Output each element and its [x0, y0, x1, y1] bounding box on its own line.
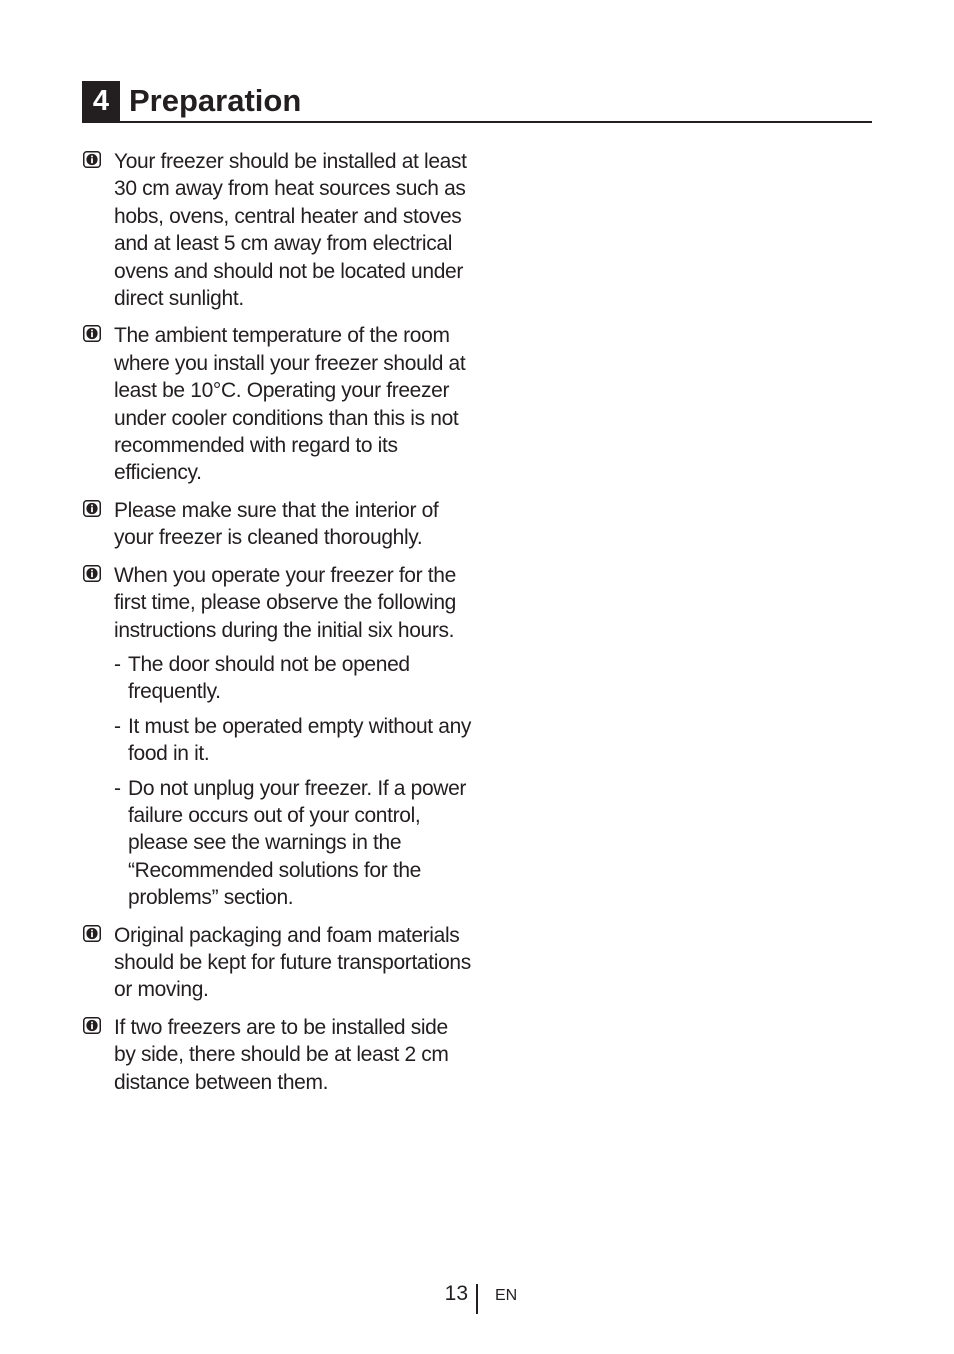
info-icon	[83, 151, 101, 168]
info-icon	[83, 1017, 101, 1034]
section-number-badge: 4	[82, 81, 120, 121]
note-text: Original packaging and foam materials should be kept for future transportations or moving.	[114, 923, 471, 1002]
info-icon	[83, 925, 101, 942]
note-text: If two freezers are to be installed side by side, there should be at least 2 cm distance between them.	[114, 1015, 449, 1094]
note-text: Please make sure that the interior of your freezer is cleaned thoroughly.	[114, 498, 439, 550]
note-text: When you operate your freezer for the first time, please observe the following instructions during the initial six hours.	[114, 563, 457, 642]
sublist-item-text: The door should not be opened frequently.	[128, 652, 410, 704]
sublist-item-text: It must be operated empty without any food in it.	[128, 714, 472, 766]
note-text: Your freezer should be installed at least 30 cm away from heat sources such as hobs, ovens, central heater and stoves and at least 5 cm away from electrical ovens and should not be located under direct sunlight.	[114, 150, 467, 311]
note-item	[82, 497, 474, 552]
footer-divider	[476, 1284, 478, 1314]
info-icon	[83, 565, 101, 582]
instruction-sublist	[114, 651, 474, 912]
page-number: 13	[444, 1282, 468, 1305]
note-item	[82, 1014, 474, 1096]
language-code: EN	[495, 1287, 518, 1304]
sublist-item: - Do not unplug your freezer. If a power failure occurs out of your control, please see the warnings in the “Recommended solutions for the problems” section.	[114, 776, 467, 910]
section-title: Preparation	[129, 83, 302, 118]
note-item	[82, 562, 474, 912]
note-item	[82, 322, 474, 486]
info-icon	[83, 500, 101, 517]
notes-list	[82, 148, 474, 1106]
sublist-item-text: Do not unplug your freezer. If a power failure occurs out of your control, please see the warnings in the “Recommended solutions for the problems” section.	[128, 776, 467, 910]
sublist-item: - The door should not be opened frequently.	[114, 652, 410, 704]
note-text: The ambient temperature of the room where you install your freezer should at least be 10°C. Operating your freezer under cooler conditions than this is not recommended with regard to its efficiency.	[114, 324, 466, 485]
note-item	[82, 148, 474, 312]
page-footer	[0, 1280, 954, 1316]
info-icon	[83, 325, 101, 342]
note-item	[82, 922, 474, 1004]
section-header	[82, 81, 872, 123]
sublist-item: - It must be operated empty without any food in it.	[114, 714, 472, 766]
